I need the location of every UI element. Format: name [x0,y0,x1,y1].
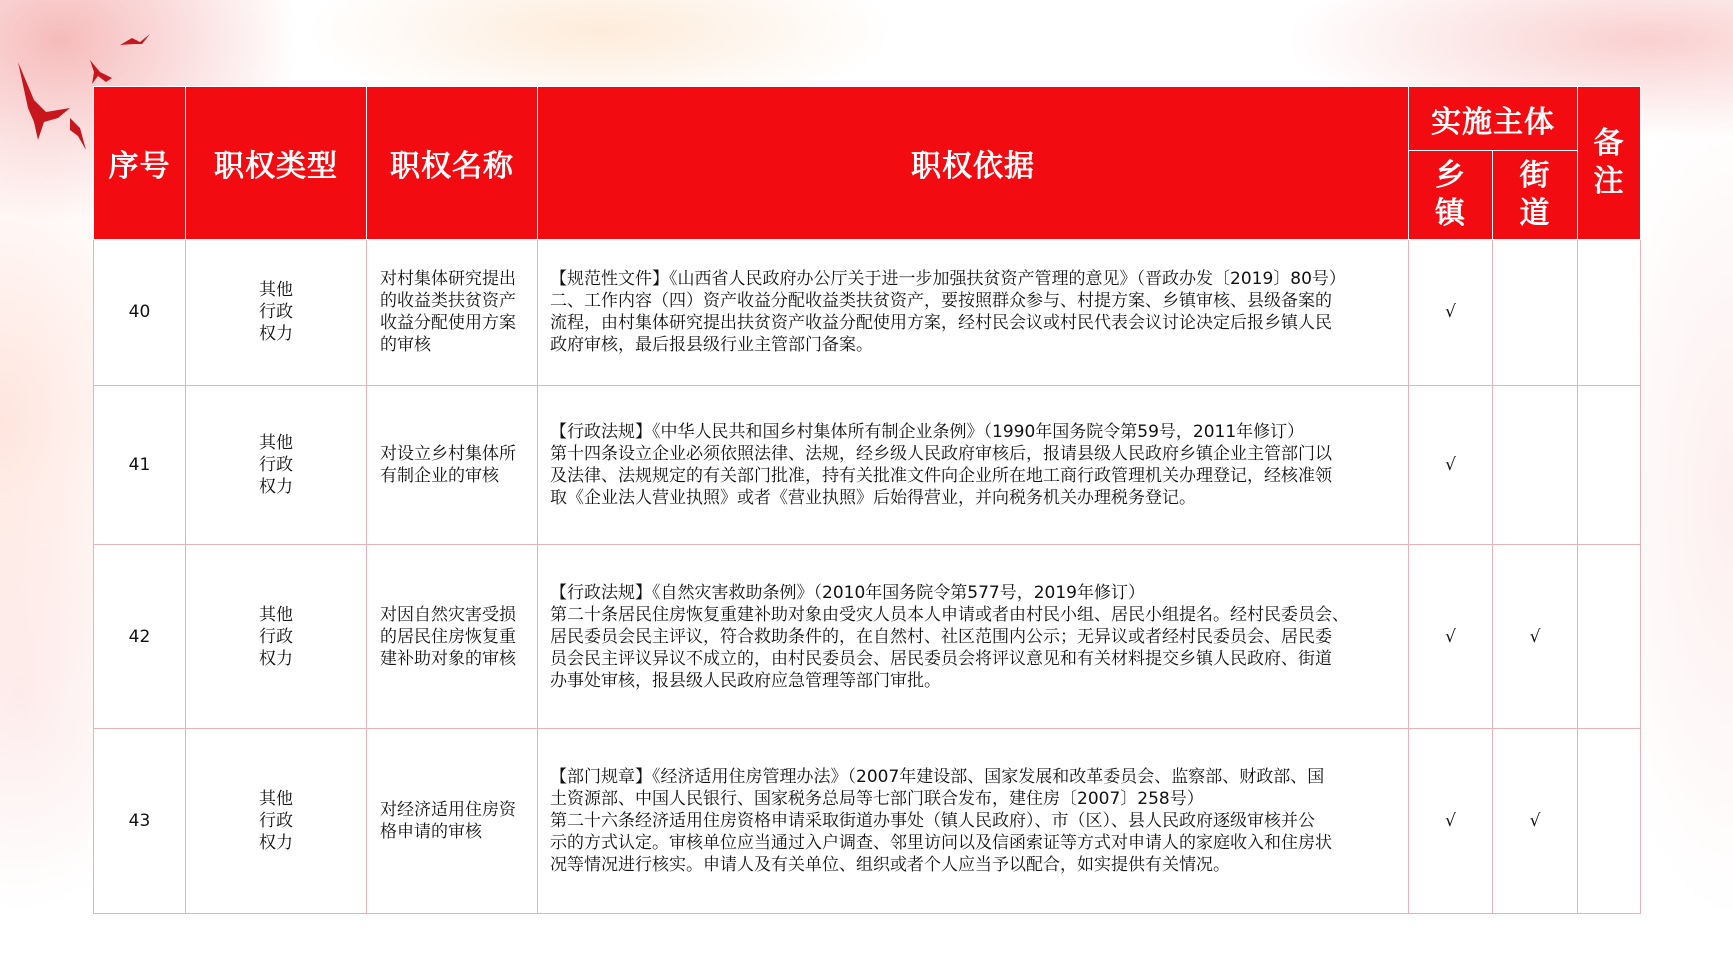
row-remark [1578,385,1641,545]
row-basis-line: 【规范性文件】《山西省人民政府办公厅关于进一步加强扶贫资产管理的意见》（晋政办发〔2019〕80号） [550,269,1346,290]
row-township-check: √ [1409,385,1493,545]
row-name [367,545,538,729]
row-name-line: 有制企业的审核 [380,465,499,486]
row-remark [1578,240,1641,386]
row-name-line: 对经济适用住房资 [380,800,516,821]
header-street-line1: 街 [1519,158,1551,193]
header-index: 序号 [94,87,186,240]
row-basis-line: 二、工作内容（四）资产收益分配收益类扶贫资产，要按照群众参与、村提方案、乡镇审核、县级备案的 [550,291,1332,312]
row-remark [1578,545,1641,729]
header-subject: 实施主体 [1409,87,1578,151]
row-street-check [1493,240,1578,386]
table-row [94,729,1641,914]
row-type [186,545,367,729]
row-type-line: 行政 [259,454,293,475]
row-type-line: 行政 [259,302,293,323]
row-basis-line: 示的方式认定。审核单位应当通过入户调查、邻里访问以及信函索证等方式对申请人的家庭收入和住房状 [550,833,1332,854]
row-type-line: 权力 [259,833,293,854]
row-type [186,385,367,545]
header-basis: 职权依据 [538,87,1409,240]
header-township-line2: 镇 [1435,196,1466,231]
row-name-line: 对村集体研究提出 [380,269,516,290]
row-basis-line: 取《企业法人营业执照》或者《营业执照》后始得营业，并向税务机关办理税务登记。 [550,487,1196,508]
row-type [186,240,367,386]
row-basis-line: 居民委员会民主评议，符合救助条件的，在自然村、社区范围内公示；无异议或者经村民委员会、居民委 [550,626,1332,647]
row-type-line: 行政 [259,626,293,647]
row-basis-line: 【行政法规】《中华人民共和国乡村集体所有制企业条例》（1990年国务院令第59号，2011年修订） [550,421,1305,442]
row-basis-line: 第二十六条经济适用住房资格申请采取街道办事处（镇人民政府）、市（区）、县人民政府逐级审核并公 [550,811,1315,832]
row-type-line: 其他 [259,789,293,810]
header-remark [1578,87,1641,240]
header-township-line1: 乡 [1435,158,1466,193]
row-type-line: 其他 [259,604,293,625]
table-row [94,545,1641,729]
row-basis-line: 第二十条居民住房恢复重建补助对象由受灾人员本人申请或者由村民小组、居民小组提名。经村民委员会、 [550,604,1349,625]
row-basis-line: 办事处审核，报县级人民政府应急管理等部门审批。 [550,670,941,691]
row-name-line: 的居民住房恢复重 [380,626,516,647]
row-basis-line: 况等情况进行核实。申请人及有关单位、组织或者个人应当予以配合，如实提供有关情况。 [550,855,1230,876]
authority-table [93,86,1641,914]
row-basis-line: 第十四条设立企业必须依照法律、法规，经乡级人民政府审核后，报请县级人民政府乡镇企业主管部门以 [550,443,1332,464]
header-row-top [94,87,1641,151]
row-type-line: 权力 [259,648,293,669]
row-name [367,385,538,545]
header-township [1409,151,1493,240]
row-type-line: 其他 [259,432,293,453]
row-name-line: 格申请的审核 [380,822,482,843]
row-basis-line: 政府审核，最后报县级行业主管部门备案。 [550,335,873,356]
row-basis-line: 员会民主评议异议不成立的，由村民委员会、居民委员会将评议意见和有关材料提交乡镇人民政府、街道 [550,648,1332,669]
row-name-line: 建补助对象的审核 [380,648,516,669]
row-township-check: √ [1409,240,1493,386]
row-remark [1578,729,1641,914]
header-name: 职权名称 [367,87,538,240]
row-basis-line: 【部门规章】《经济适用住房管理办法》（2007年建设部、国家发展和改革委员会、监察部、财政部、国 [550,767,1325,788]
table-row [94,240,1641,386]
row-township-check: √ [1409,545,1493,729]
row-basis [538,385,1409,545]
header-remark-line1: 备 [1593,126,1625,161]
row-name-line: 对因自然灾害受损 [380,604,516,625]
header-street [1493,151,1578,240]
row-type-line: 行政 [259,811,293,832]
row-index: 42 [94,545,186,729]
row-street-check: √ [1493,729,1578,914]
row-township-check: √ [1409,729,1493,914]
row-index: 43 [94,729,186,914]
row-index: 40 [94,240,186,386]
row-name [367,240,538,386]
row-street-check [1493,385,1578,545]
row-street-check: √ [1493,545,1578,729]
row-name [367,729,538,914]
row-name-line: 对设立乡村集体所 [380,443,516,464]
row-basis [538,545,1409,729]
row-index: 41 [94,385,186,545]
row-basis-line: 及法律、法规规定的有关部门批准，持有关批准文件向企业所在地工商行政管理机关办理登记，经核准领 [550,465,1332,486]
row-name-line: 的收益类扶贫资产 [380,291,516,312]
header-street-line2: 道 [1519,196,1551,231]
row-basis-line: 土资源部、中国人民银行、国家税务总局等七部门联合发布，建住房〔2007〕258号） [550,789,1204,810]
table-row [94,385,1641,545]
row-basis-line: 流程，由村集体研究提出扶贫资产收益分配使用方案，经村民会议或村民代表会议讨论决定后报乡镇人民 [550,313,1332,334]
row-type-line: 权力 [259,476,293,497]
row-name-line: 收益分配使用方案 [380,313,516,334]
row-name-line: 的审核 [380,335,431,356]
row-basis-line: 【行政法规】《自然灾害救助条例》（2010年国务院令第577号，2019年修订） [550,582,1145,603]
row-type-line: 其他 [259,280,293,301]
row-basis [538,729,1409,914]
row-type-line: 权力 [259,324,293,345]
header-type: 职权类型 [186,87,367,240]
header-remark-line2: 注 [1593,164,1625,199]
row-type [186,729,367,914]
row-basis [538,240,1409,386]
